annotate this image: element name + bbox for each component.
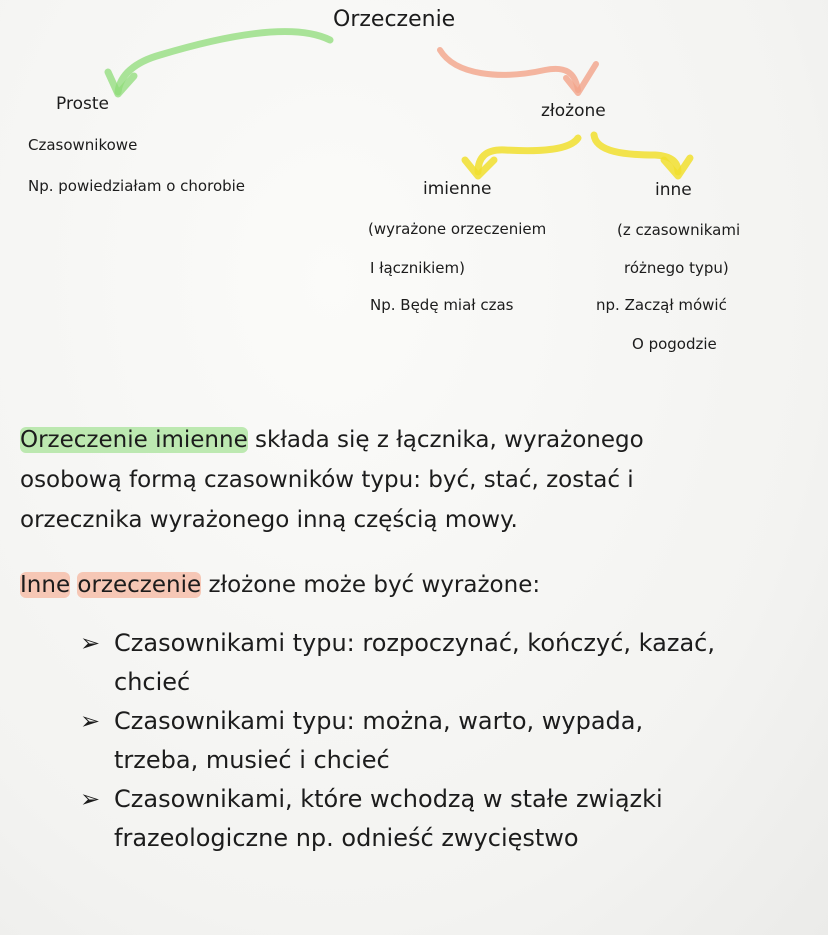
proste-example: Np. powiedziałam o chorobie xyxy=(28,177,246,195)
paragraph-imienne-line3: orzecznika wyrażonego inną częścią mowy. xyxy=(20,507,518,533)
diagram-title: Orzeczenie xyxy=(333,7,456,32)
paragraph-imienne-rest: składa się z łącznika, wyrażonego xyxy=(247,427,644,453)
inne-example-1: np. Zaczął mówić xyxy=(596,296,727,314)
paragraph-inne xyxy=(20,565,540,605)
zlozone-label: złożone xyxy=(541,101,606,121)
highlight-orzeczenie-imienne: Orzeczenie imienne xyxy=(20,427,248,453)
inne-desc-1: (z czasownikami xyxy=(617,221,741,239)
proste-type: Czasownikowe xyxy=(28,136,138,154)
paragraph-inne-rest: złożone może być wyrażone: xyxy=(201,572,541,598)
highlight-orzeczenie: orzeczenie xyxy=(77,572,202,598)
green-arrow-proste xyxy=(118,32,330,92)
arrow-bullet-icon: ➢ xyxy=(80,629,101,657)
inne-label: inne xyxy=(655,180,692,200)
imienne-desc-1: (wyrażone orzeczeniem xyxy=(368,220,547,238)
highlight-inne: Inne xyxy=(20,572,71,598)
paragraph-imienne-line1 xyxy=(20,420,644,460)
list-item: ➢ Czasownikami, które wchodzą w stałe związki frazeologiczne np. odnieść zwycięstwo xyxy=(80,780,800,858)
arrow-bullet-icon: ➢ xyxy=(80,707,101,735)
inne-desc-2: różnego typu) xyxy=(624,259,729,277)
list-item: ➢ Czasownikami typu: rozpoczynać, kończyć, kazać, chcieć xyxy=(80,624,800,702)
bullet-list xyxy=(80,624,800,858)
orange-arrow-zlozone xyxy=(440,50,578,90)
proste-label: Proste xyxy=(56,94,109,114)
orange-arrowhead xyxy=(566,64,596,93)
arrow-bullet-icon: ➢ xyxy=(80,785,101,813)
imienne-example: Np. Będę miał czas xyxy=(370,296,514,314)
inne-example-2: O pogodzie xyxy=(632,335,717,353)
list-item: ➢ Czasownikami typu: można, warto, wypada, trzeba, musieć i chcieć xyxy=(80,702,800,780)
paragraph-imienne xyxy=(20,420,644,540)
yellow-arrow-imienne xyxy=(478,138,578,172)
imienne-desc-2: I łącznikiem) xyxy=(370,259,465,277)
paragraph-imienne-line2: osobową formą czasowników typu: być, stać, zostać i xyxy=(20,467,634,493)
imienne-label: imienne xyxy=(423,179,492,199)
